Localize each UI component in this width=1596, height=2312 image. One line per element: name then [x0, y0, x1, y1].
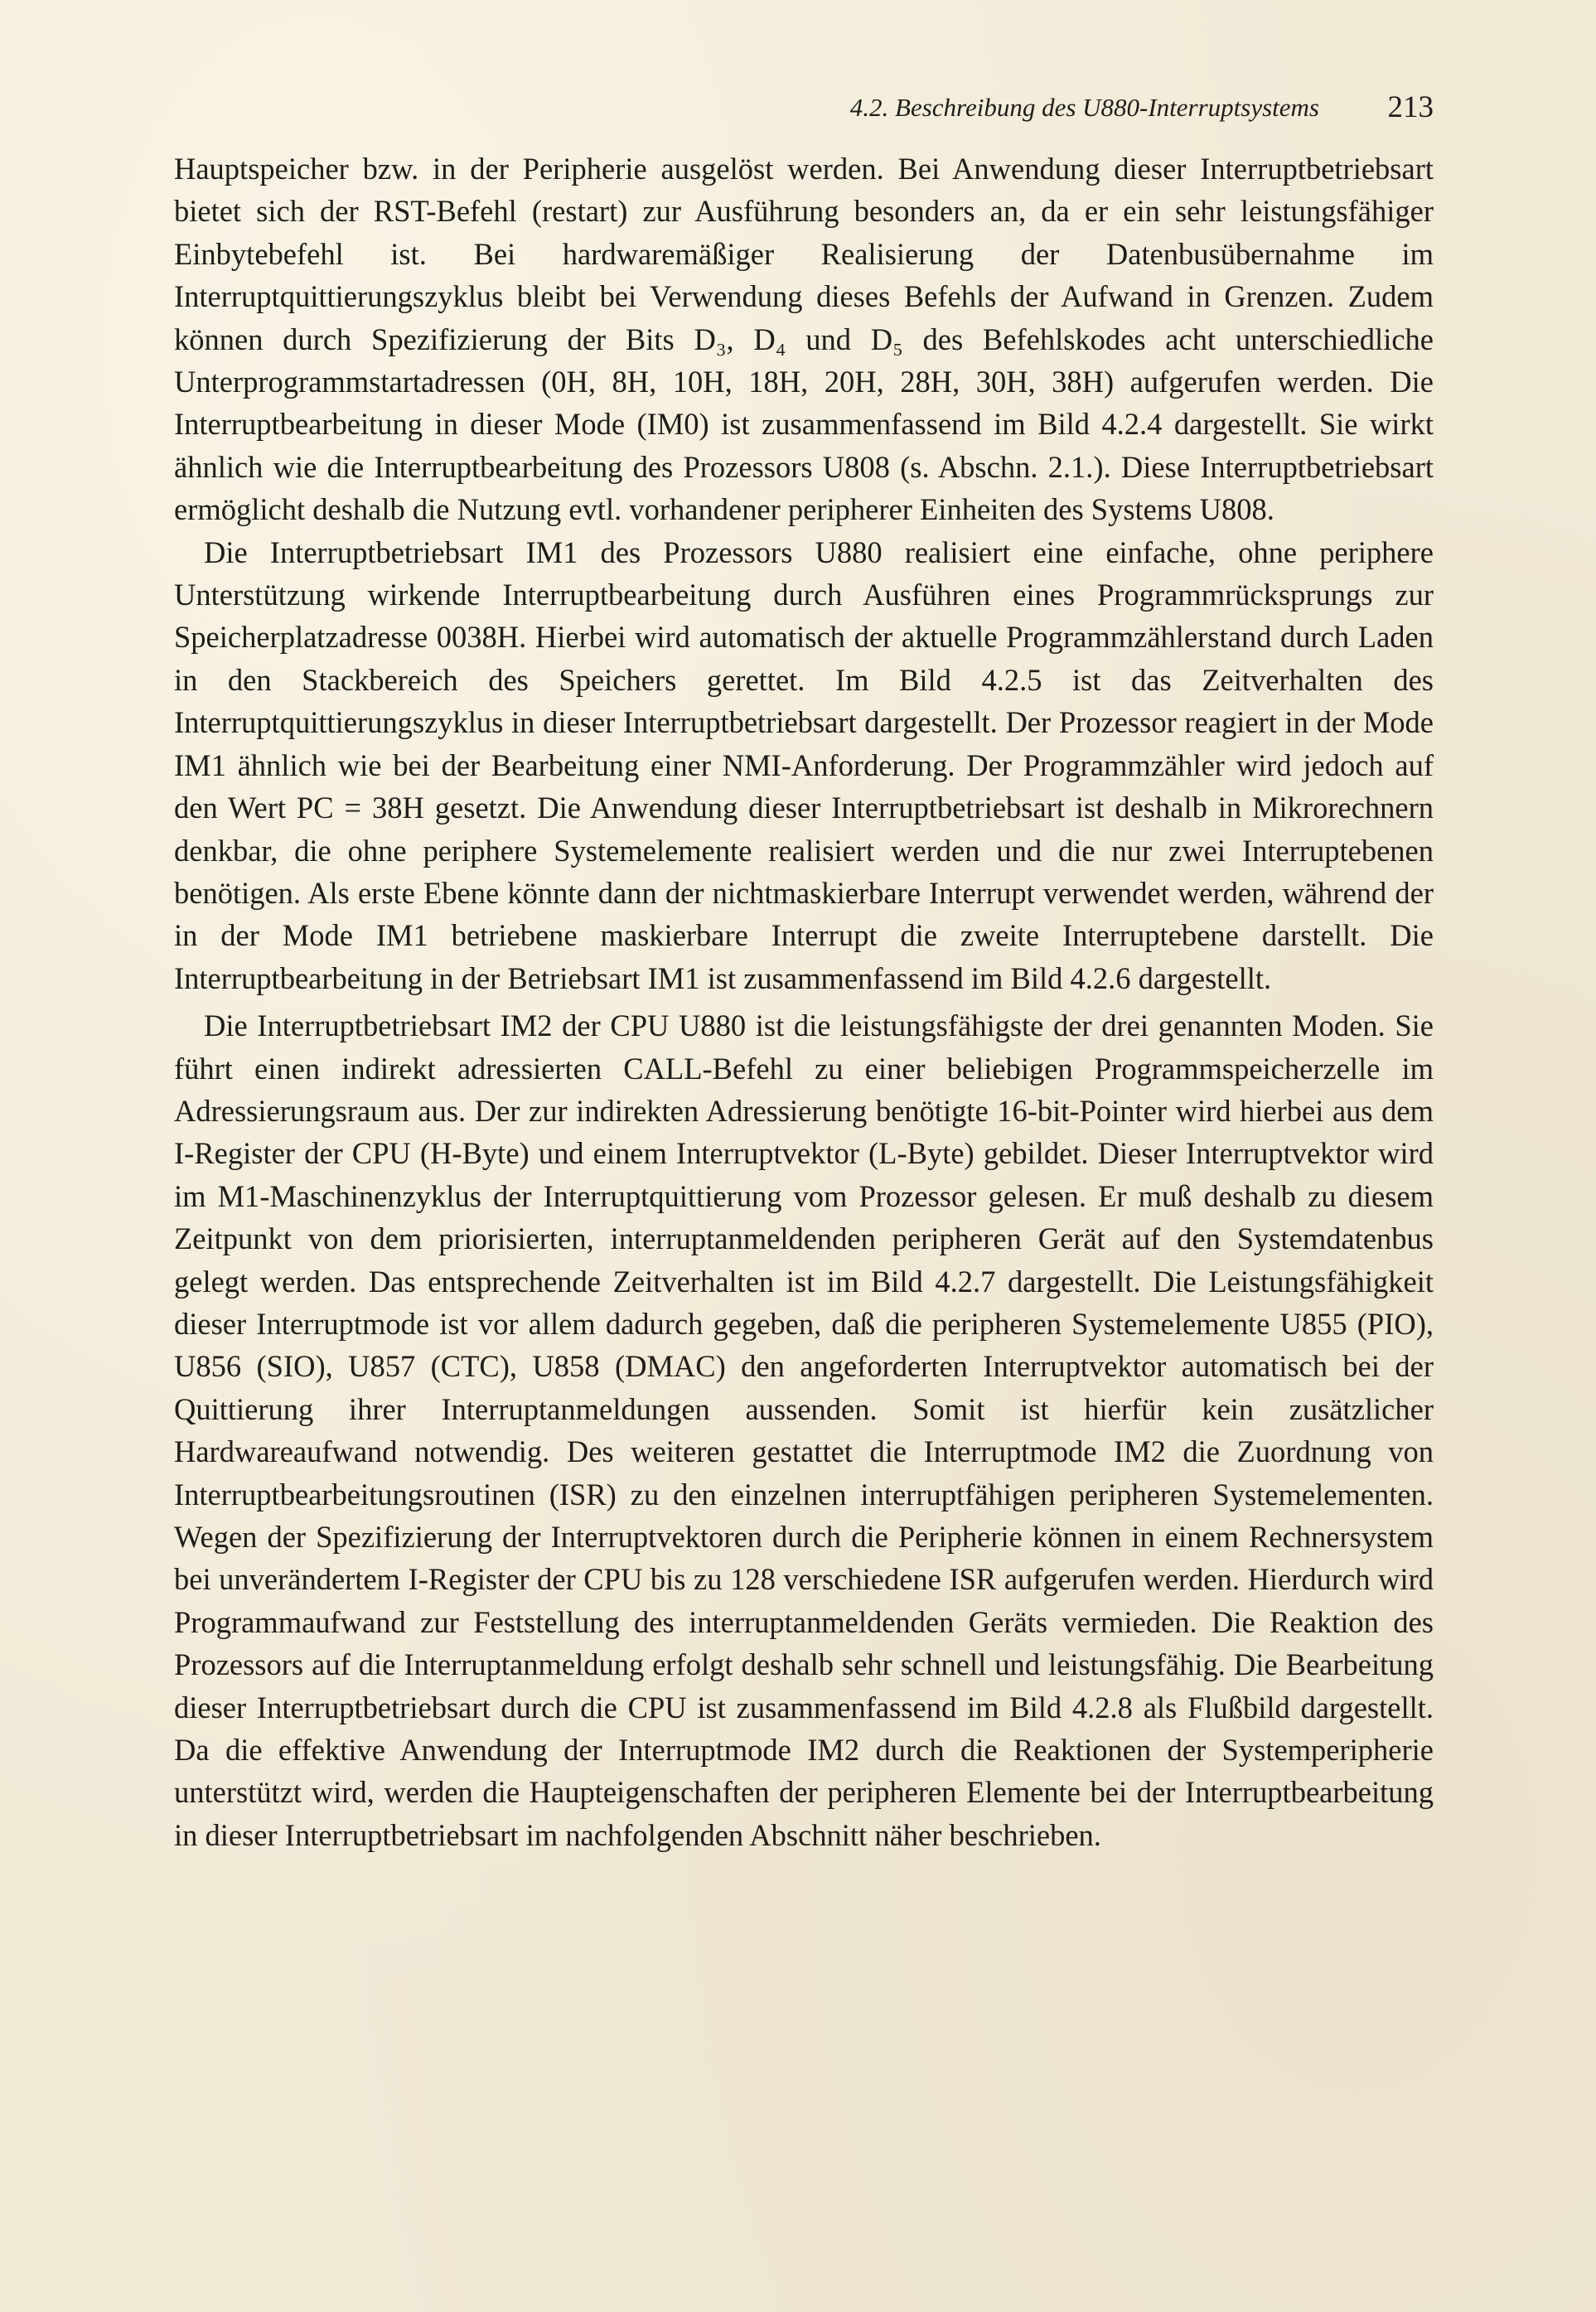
paragraph-3: Die Interruptbetriebsart IM2 der CPU U880 ist die leistungsfähigste der drei genannten Moden. Sie führt einen indirekt adressierten CALL-Befehl zu einer beliebigen Programmspeicherzelle im Adressierungsraum aus. Der zur indirekten Adressierung benötigte 16-bit-Pointer wird hierbei aus dem I-Register der CPU (H-Byte) und einem Interruptvektor (L-Byte) gebildet. Dieser Interruptvektor wird im M1-Maschinenzyklus der Interruptquittierung vom Prozessor gelesen. Er muß deshalb zu diesem Zeitpunkt von dem priorisierten, interruptanmeldenden peripheren Gerät auf den Systemdatenbus gelegt werden. Das entsprechende Zeitverhalten ist im Bild 4.2.7 dargestellt. Die Leistungsfähigkeit dieser Interruptmode ist vor allem dadurch gegeben, daß die peripheren Systemelemente U855 (PIO), U856 (SIO), U857 (CTC), U858 (DMAC) den angeforderten Interruptvektor automatisch bei der Quittierung ihrer Interruptanmeldungen aussenden. Somit ist hierfür kein zusätzlicher Hardwareaufwand notwendig. Des weiteren gestattet die Interruptmode IM2 die Zuordnung von Interruptbearbeitungsroutinen (ISR) zu den einzelnen interruptfähigen peripheren Systemelementen. Wegen der Spezifizierung der Interruptvektoren durch die Peripherie können in einem Rechnersystem bei unverändertem I-Register der CPU bis zu 128 verschiedene ISR aufgerufen werden. Hierdurch wird Programmaufwand zur Feststellung des interruptanmeldenden Geräts vermieden. Die Reaktion des Prozessors auf die Interruptanmeldung erfolgt deshalb sehr schnell und leistungsfähig. Die Bearbeitung dieser Interruptbetriebsart durch die CPU ist zusammenfassend im Bild 4.2.8 als Flußbild dargestellt. Da die effektive Anwendung der Interruptmode IM2 durch die Reaktionen der Systemperipherie unterstützt wird, werden die Haupteigenschaften der peripheren Elemente bei der Interruptbearbeitung in dieser Interruptbetriebsart im nachfolgenden Abschnitt näher beschrieben. [174, 1008, 1434, 1852]
paragraph-1: Hauptspeicher bzw. in der Peripherie ausgelöst werden. Bei Anwendung dieser Interruptbetriebsart bietet sich der RST-Befehl (restart) zur Ausführung besonders an, da er ein sehr leistungsfähiger Einbytebefehl ist. Bei hardwaremäßiger Realisierung der Datenbusübernahme im Interruptquittierungszyklus bleibt bei Verwendung dieses Befehls der Aufwand in Grenzen. Zudem können durch Spezifizierung der Bits D₃, D₄ und D₅ des Befehlskodes acht unterschiedliche Unterprogrammstartadressen (0H, 8H, 10H, 18H, 20H, 28H, 30H, 38H) aufgerufen werden. Die Interruptbearbeitung in dieser Mode (IM0) ist zusammenfassend im Bild 4.2.4 dargestellt. Sie wirkt ähnlich wie die Interruptbearbeitung des Prozessors U808 (s. Abschn. 2.1.). Diese Interruptbetriebsart ermöglicht deshalb die Nutzung evtl. vorhandener peripherer Einheiten des Systems U808. [174, 152, 1434, 527]
running-head-section-title: 4.2. Beschreibung des U880-Interruptsystems [849, 93, 1319, 122]
paragraph-2: Die Interruptbetriebsart IM1 des Prozessors U880 realisiert eine einfache, ohne periphere Unterstützung wirkende Interruptbearbeitung durch Ausführen eines Programmrücksprungs zur Speicherplatzadresse 0038H. Hierbei wird automatisch der aktuelle Programmzählerstand durch Laden in den Stackbereich des Speichers gerettet. Im Bild 4.2.5 ist das Zeitverhalten des Interruptquittierungszyklus in dieser Interruptbetriebsart dargestellt. Der Prozessor reagiert in der Mode IM1 ähnlich wie bei der Bearbeitung einer NMI-Anforderung. Der Programmzähler wird jedoch auf den Wert PC = 38H gesetzt. Die Anwendung dieser Interruptbetriebsart ist deshalb in Mikrorechnern denkbar, die ohne periphere Systemelemente realisiert werden und die nur zwei Interruptebenen benötigen. Als erste Ebene könnte dann der nichtmaskierbare Interrupt verwendet werden, während der in der Mode IM1 betriebene maskierbare Interrupt die zweite Interruptebene darstellt. Die Interruptbearbeitung in der Betriebsart IM1 ist zusammenfassend im Bild 4.2.6 dargestellt. [174, 534, 1434, 995]
page-number: 213 [1387, 90, 1434, 124]
body-text [174, 148, 1434, 1856]
running-head [174, 86, 1434, 129]
